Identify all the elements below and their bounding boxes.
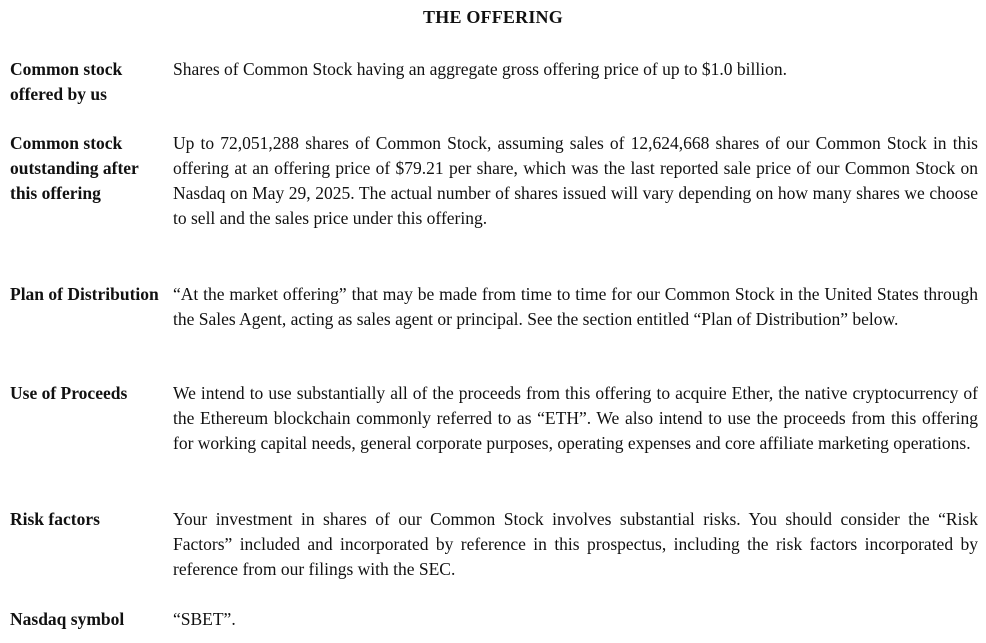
section-title: THE OFFERING	[423, 7, 563, 27]
row-text: “At the market offering” that may be made from time to time for our Common Stock in the United States through the Sales Agent, acting as sales agent or principal. See the section entitled “Plan of Distribution” below.	[173, 284, 978, 329]
row-label: Common stock outstanding after this offering	[10, 133, 139, 203]
row-label: Risk factors	[10, 509, 100, 529]
row-label: Common stock offered by us	[10, 59, 123, 104]
row-label: Nasdaq symbol	[10, 609, 125, 629]
row-text: Up to 72,051,288 shares of Common Stock, assuming sales of 12,624,668 shares of our Common Stock in this offering at an offering price of $79.21 per share, which was the last reported sale price of our Common Stock on Nasdaq on May 29, 2025. The actual number of shares issued will vary depending on how many shares we choose to sell and the sales price under this offering.	[173, 133, 978, 228]
row-label: Use of Proceeds	[10, 383, 128, 403]
row-text: Your investment in shares of our Common Stock involves substantial risks. You should consider the “Risk Factors” included and incorporated by reference in this prospectus, including the risk factors incorporated by reference from our filings with the SEC.	[173, 509, 978, 579]
row-label: Plan of Distribution	[10, 284, 159, 304]
row-text: Shares of Common Stock having an aggregate gross offering price of up to $1.0 billion.	[173, 59, 788, 79]
row-text: We intend to use substantially all of the proceeds from this offering to acquire Ether, the native cryptocurrency of the Ethereum blockchain commonly referred to as “ETH”. We also intend to use the proceeds from this offering for working capital needs, general corporate purposes, operating expenses and core affiliate marketing operations.	[173, 383, 978, 453]
row-text: “SBET”.	[173, 609, 236, 629]
